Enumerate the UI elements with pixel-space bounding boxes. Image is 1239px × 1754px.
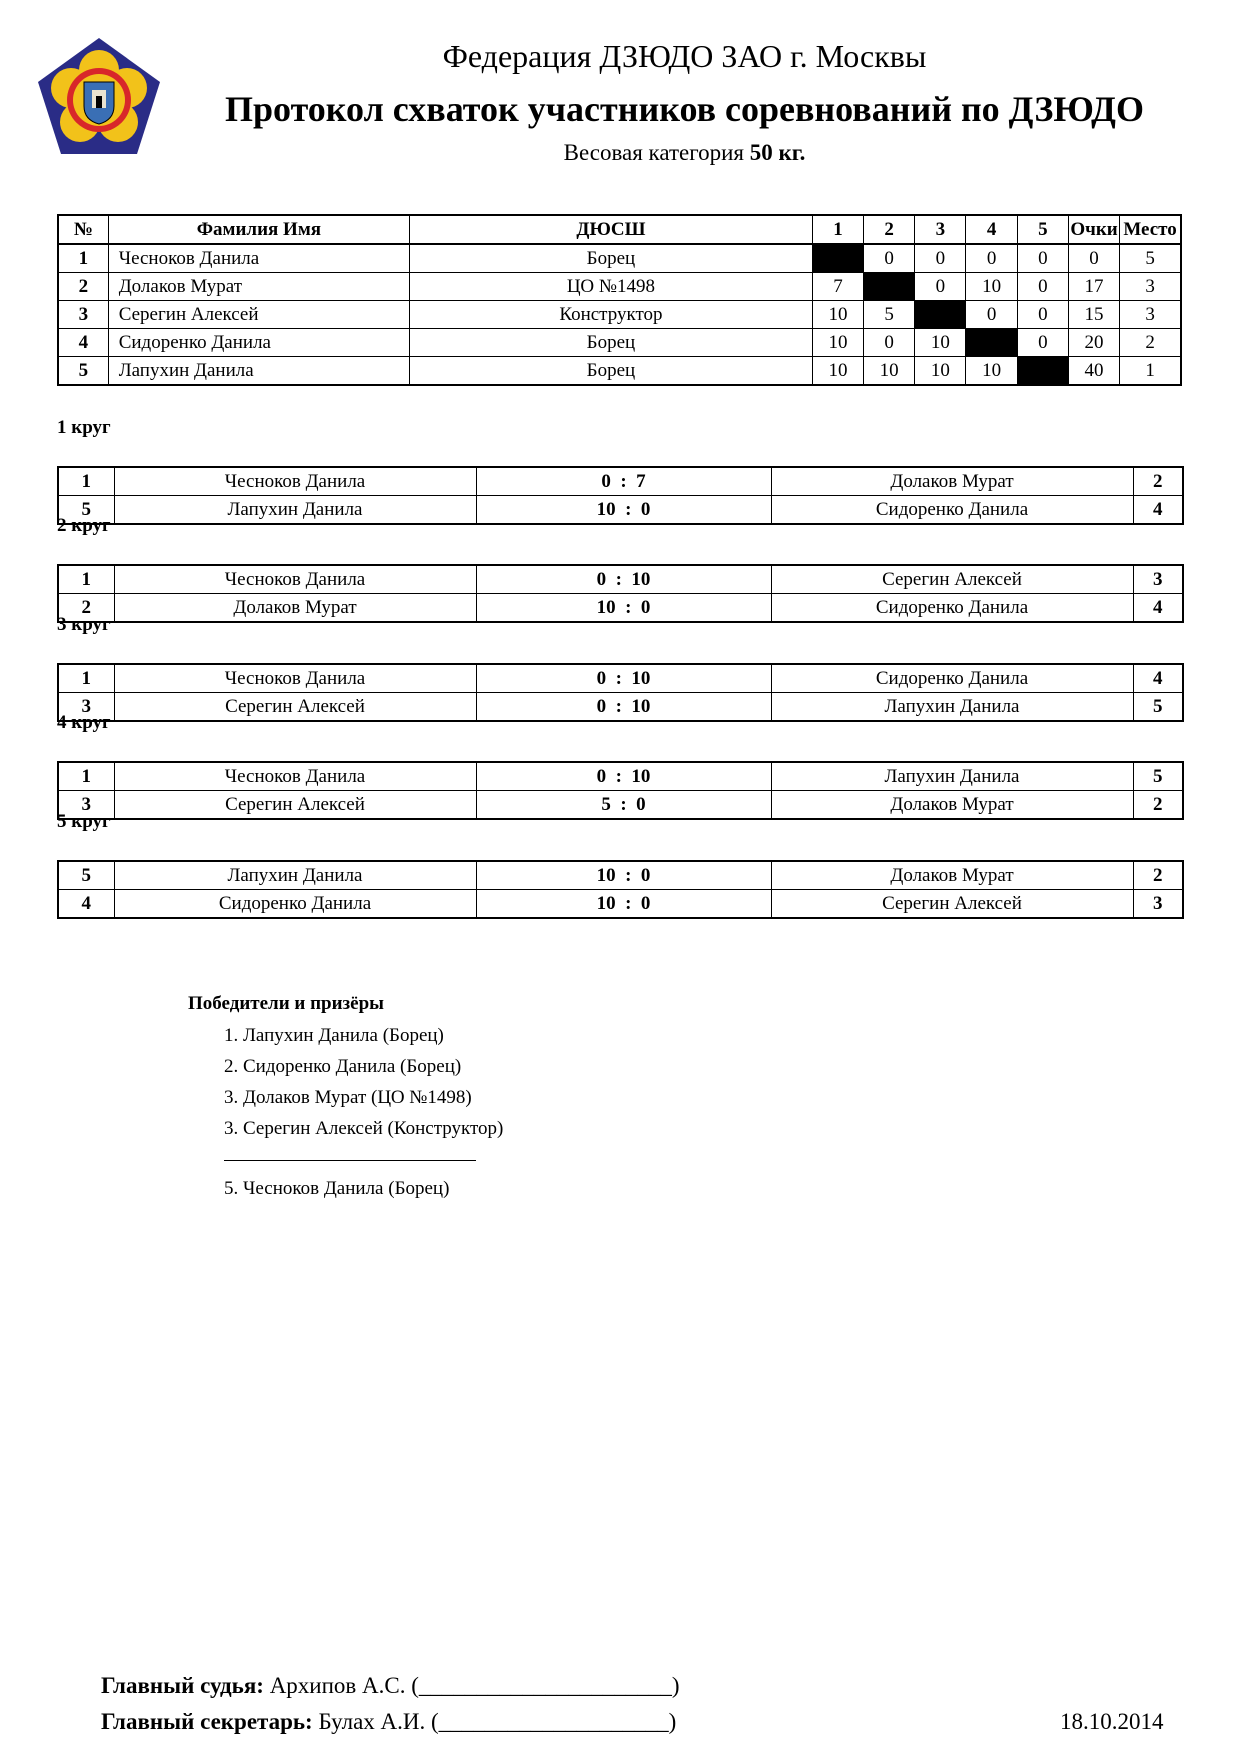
bout-score: 10 : 0 (476, 594, 771, 623)
weight-label: Весовая категория (563, 140, 744, 165)
score-cell: 10 (966, 357, 1017, 386)
bout-score: 0 : 10 (476, 664, 771, 693)
judge-value: Архипов А.С. (______________________) (269, 1673, 680, 1698)
score-cell: 10 (812, 357, 863, 386)
bout-row (58, 890, 1183, 919)
fighter2-name: Сидоренко Данила (771, 594, 1133, 623)
round-label: 4 круг (57, 712, 111, 733)
fighter1-name: Серегин Алексей (114, 791, 476, 820)
participant-club: Конструктор (410, 301, 813, 329)
column-header: 1 (812, 215, 863, 244)
results-row (58, 273, 1181, 301)
fighter1-name: Чесноков Данила (114, 467, 476, 496)
score-cell: 7 (812, 273, 863, 301)
results-row (58, 244, 1181, 273)
fighter1-name: Долаков Мурат (114, 594, 476, 623)
participant-club: ЦО №1498 (410, 273, 813, 301)
round-table (57, 860, 1184, 919)
round-label: 5 круг (57, 811, 111, 832)
other-participant: 5. Чесноков Данила (Борец) (224, 1178, 450, 1199)
results-row (58, 357, 1181, 386)
participant-name: Долаков Мурат (108, 273, 409, 301)
score-cell: 10 (812, 329, 863, 357)
points-cell: 15 (1068, 301, 1119, 329)
round-table (57, 663, 1184, 722)
blocked-cell (864, 273, 915, 301)
fighter1-name: Чесноков Данила (114, 762, 476, 791)
place-cell: 3 (1120, 301, 1181, 329)
results-row (58, 329, 1181, 357)
fighter2-name: Долаков Мурат (771, 467, 1133, 496)
results-row (58, 301, 1181, 329)
round-label: 3 круг (57, 614, 111, 635)
judge-label: Главный судья: (101, 1673, 264, 1698)
round-label: 1 круг (57, 417, 111, 438)
column-header: 5 (1017, 215, 1068, 244)
bout-score: 0 : 7 (476, 467, 771, 496)
fighter1-name: Чесноков Данила (114, 664, 476, 693)
score-cell: 10 (812, 301, 863, 329)
participant-name: Чесноков Данила (108, 244, 409, 273)
points-cell: 0 (1068, 244, 1119, 273)
bout-row (58, 693, 1183, 722)
blocked-cell (1017, 357, 1068, 386)
column-header: Фамилия Имя (108, 215, 409, 244)
fighter2-number: 2 (1133, 861, 1183, 890)
participant-name: Лапухин Данила (108, 357, 409, 386)
score-cell: 0 (1017, 273, 1068, 301)
points-cell: 20 (1068, 329, 1119, 357)
score-cell: 0 (966, 301, 1017, 329)
participant-number: 5 (58, 357, 108, 386)
place-cell: 2 (1120, 329, 1181, 357)
participant-number: 3 (58, 301, 108, 329)
score-cell: 5 (864, 301, 915, 329)
score-cell: 10 (915, 357, 966, 386)
score-cell: 10 (915, 329, 966, 357)
column-header: Место (1120, 215, 1181, 244)
points-cell: 17 (1068, 273, 1119, 301)
winners-section (188, 993, 503, 1204)
score-cell: 0 (915, 273, 966, 301)
bout-score: 5 : 0 (476, 791, 771, 820)
column-header: 2 (864, 215, 915, 244)
federation-name: Федерация ДЗЮДО ЗАО г. Москвы (442, 38, 927, 74)
place-cell: 1 (1120, 357, 1181, 386)
fighter1-number: 1 (58, 664, 114, 693)
place-cell: 3 (1120, 273, 1181, 301)
fighter2-name: Долаков Мурат (771, 861, 1133, 890)
fighter2-number: 3 (1133, 565, 1183, 594)
round-table (57, 564, 1184, 623)
winner-item: 3. Долаков Мурат (ЦО №1498) (224, 1087, 472, 1108)
score-cell: 0 (864, 244, 915, 273)
fighter2-number: 5 (1133, 693, 1183, 722)
fighter1-number: 3 (58, 791, 114, 820)
fighter2-name: Серегин Алексей (771, 890, 1133, 919)
document-title: Протокол схваток участников соревнований по ДЗЮДО (225, 89, 1144, 129)
fighter1-number: 5 (58, 861, 114, 890)
bout-row (58, 762, 1183, 791)
participant-number: 2 (58, 273, 108, 301)
round-table (57, 466, 1184, 525)
bout-score: 0 : 10 (476, 762, 771, 791)
fighter2-name: Лапухин Данила (771, 693, 1133, 722)
column-header: Очки (1068, 215, 1119, 244)
winner-item: 3. Серегин Алексей (Конструктор) (224, 1118, 504, 1139)
bout-score: 0 : 10 (476, 693, 771, 722)
participant-name: Серегин Алексей (108, 301, 409, 329)
secretary-label: Главный секретарь: (101, 1709, 313, 1734)
winners-title: Победители и призёры (188, 993, 385, 1014)
fighter2-name: Сидоренко Данила (771, 496, 1133, 525)
fighter1-name: Чесноков Данила (114, 565, 476, 594)
fighter2-number: 3 (1133, 890, 1183, 919)
separator-line (224, 1144, 476, 1161)
fighter2-number: 2 (1133, 791, 1183, 820)
blocked-cell (812, 244, 863, 273)
fighter1-number: 1 (58, 467, 114, 496)
participant-club: Борец (410, 244, 813, 273)
fighter2-name: Долаков Мурат (771, 791, 1133, 820)
fighter1-name: Лапухин Данила (114, 861, 476, 890)
fighter2-name: Сидоренко Данила (771, 664, 1133, 693)
bout-score: 10 : 0 (476, 496, 771, 525)
fighter2-name: Серегин Алексей (771, 565, 1133, 594)
fighter1-number: 3 (58, 693, 114, 722)
bout-score: 10 : 0 (476, 890, 771, 919)
blocked-cell (966, 329, 1017, 357)
score-cell: 10 (864, 357, 915, 386)
bout-row (58, 565, 1183, 594)
winner-item: 2. Сидоренко Данила (Борец) (224, 1056, 462, 1077)
secretary-value: Булах А.И. (____________________) (318, 1709, 677, 1734)
results-header-row (58, 215, 1181, 244)
score-cell: 10 (966, 273, 1017, 301)
fighter1-number: 1 (58, 565, 114, 594)
column-header: 3 (915, 215, 966, 244)
bout-score: 10 : 0 (476, 861, 771, 890)
points-cell: 40 (1068, 357, 1119, 386)
participant-number: 1 (58, 244, 108, 273)
bout-row (58, 861, 1183, 890)
fighter1-number: 1 (58, 762, 114, 791)
fighter2-number: 5 (1133, 762, 1183, 791)
fighter1-name: Серегин Алексей (114, 693, 476, 722)
chief-judge (101, 1673, 680, 1699)
score-cell: 0 (966, 244, 1017, 273)
column-header: 4 (966, 215, 1017, 244)
weight-value: 50 кг. (749, 140, 806, 165)
bout-row (58, 791, 1183, 820)
fighter2-name: Лапухин Данила (771, 762, 1133, 791)
column-header: № (58, 215, 108, 244)
bout-row (58, 467, 1183, 496)
fighter1-number: 5 (58, 496, 114, 525)
fighter2-number: 2 (1133, 467, 1183, 496)
bout-row (58, 594, 1183, 623)
participant-club: Борец (410, 357, 813, 386)
document-date: 18.10.2014 (1060, 1709, 1164, 1734)
chief-secretary (101, 1709, 676, 1735)
score-cell: 0 (1017, 301, 1068, 329)
results-table (57, 214, 1182, 386)
place-cell: 5 (1120, 244, 1181, 273)
bout-row (58, 664, 1183, 693)
round-table (57, 761, 1184, 820)
round-label: 2 круг (57, 515, 111, 536)
score-cell: 0 (915, 244, 966, 273)
bout-score: 0 : 10 (476, 565, 771, 594)
fighter1-number: 2 (58, 594, 114, 623)
winner-item: 1. Лапухин Данила (Борец) (224, 1025, 444, 1046)
fighter2-number: 4 (1133, 594, 1183, 623)
score-cell: 0 (1017, 244, 1068, 273)
column-header: ДЮСШ (410, 215, 813, 244)
score-cell: 0 (1017, 329, 1068, 357)
participant-club: Борец (410, 329, 813, 357)
blocked-cell (915, 301, 966, 329)
participant-number: 4 (58, 329, 108, 357)
fighter2-number: 4 (1133, 496, 1183, 525)
fighter2-number: 4 (1133, 664, 1183, 693)
weight-category (0, 140, 1239, 166)
bout-row (58, 496, 1183, 525)
participant-name: Сидоренко Данила (108, 329, 409, 357)
fighter1-name: Лапухин Данила (114, 496, 476, 525)
fighter1-name: Сидоренко Данила (114, 890, 476, 919)
fighter1-number: 4 (58, 890, 114, 919)
score-cell: 0 (864, 329, 915, 357)
